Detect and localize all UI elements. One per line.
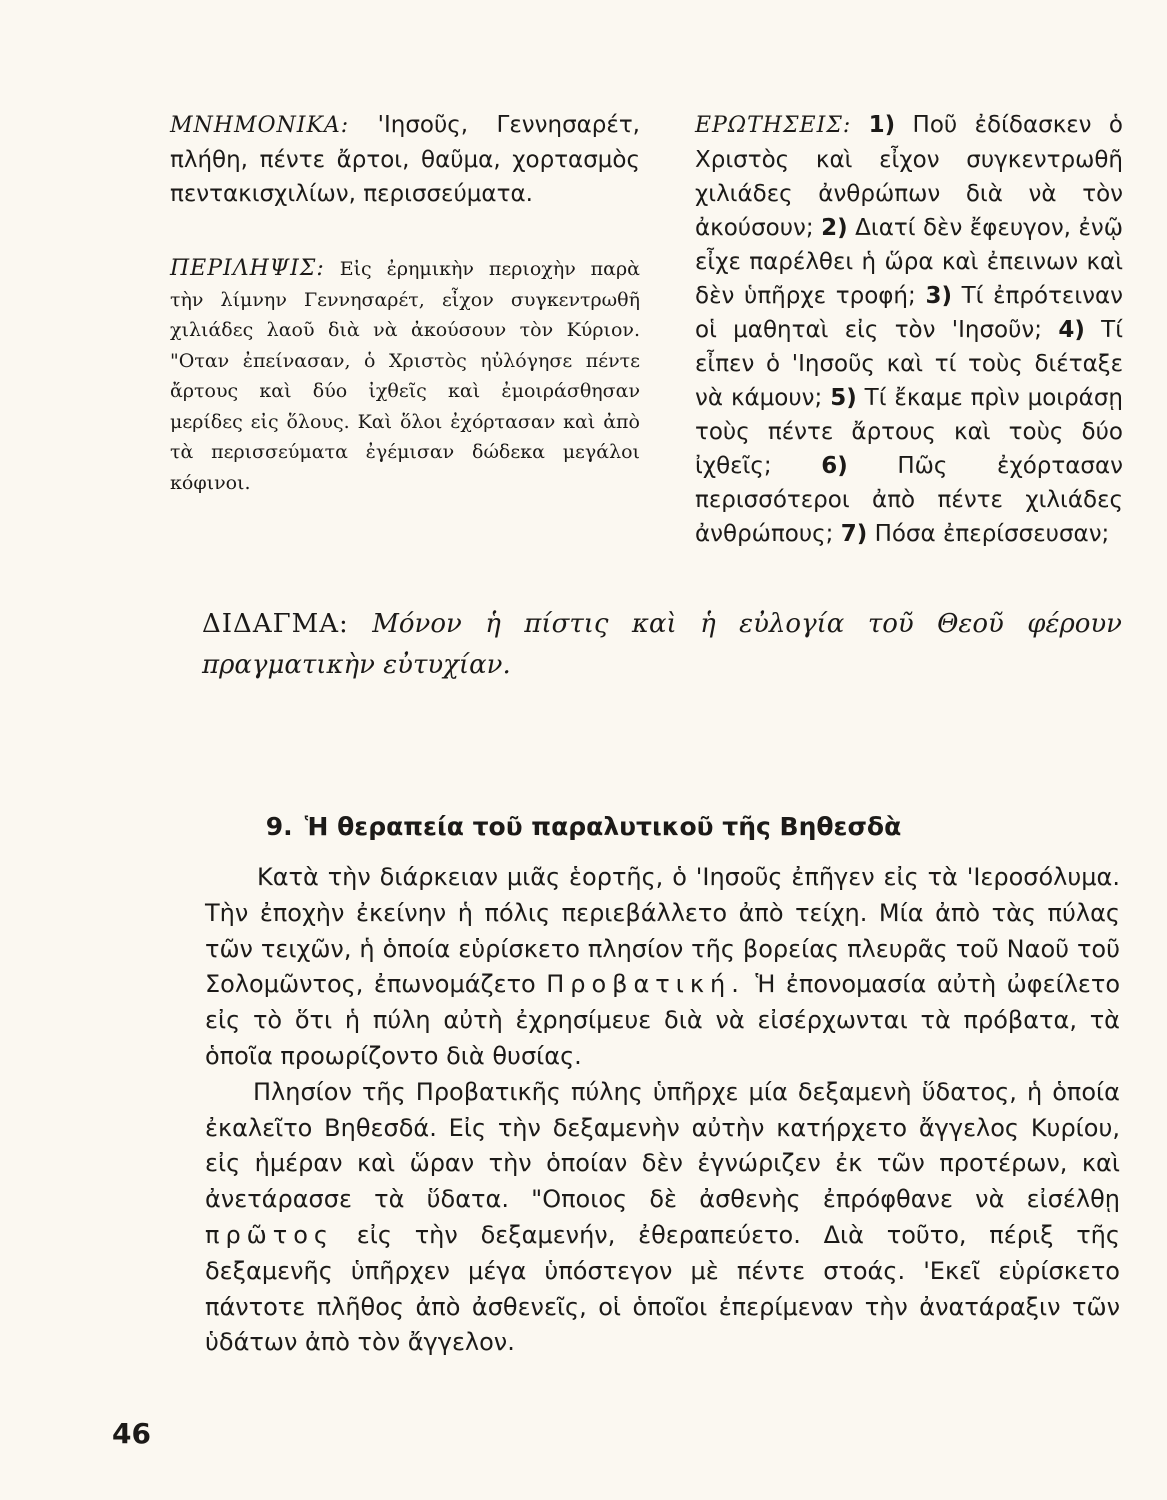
question-number: 2) bbox=[821, 215, 848, 241]
paragraph-text: Πλησίον τῆς Προβατικῆς πύλης ὑπῆρχε μία δεξαμενὴ ὕδατος, ἡ ὁποία ἐκαλεῖτο Βηθεσδά. Εἰς τὴν δεξαμενὴν αὐτὴν κατήρχετο ἄγγελος Κυρίου, εἰς ἡμέραν καὶ ὥραν τὴν ὁποίαν δὲν ἐγνώριζεν ἐκ τῶν προτέρων, καὶ ἀνετάρασσε τὰ ὕδατα. "Οποιος δὲ ἀσθενὴς ἐπρόφθανε νὰ εἰσέλθῃ bbox=[205, 1077, 1120, 1214]
didagma-text: Μόνον ἡ πίστις καὶ ἡ εὐλογία τοῦ Θεοῦ φέρουν πραγματικὴν εὐτυχίαν. bbox=[202, 609, 1122, 680]
paragraph-text: Ἡ ἐπονομασία αὐτὴ ὠφείλετο εἰς τὸ ὅτι ἡ πύλη αὐτὴ ἐχρησίμευε διὰ νὰ εἰσέρχωνται τὰ πρόβατα, τὰ ὁποῖα προωρίζοντο διὰ θυσίας. bbox=[205, 970, 1121, 1070]
page-number: 46 bbox=[112, 1417, 151, 1450]
spaced-word: Προβατική. bbox=[546, 970, 745, 999]
question-text: Πῶς ἐχόρτασαν περισσότεροι ἀπὸ πέντε χιλιάδες ἀνθρώπους; bbox=[695, 453, 1123, 547]
questions-block bbox=[695, 108, 1123, 551]
question-text: Τί ἔκαμε πρὶν μοιράσῃ τοὺς πέντε ἄρτους καὶ τοὺς δύο ἰχθεῖς; bbox=[695, 385, 1123, 479]
perilipsis-text: Εἰς ἐρημικὴν περιοχὴν παρὰ τὴν λίμνην Γεννησαρέτ, εἶχον συγκεντρωθῆ χιλιάδες λαοῦ διὰ νὰ ἀκούσουν τὸν Κύριον. "Οταν ἐπείνασαν, ὁ Χριστὸς ηὐλόγησε πέντε ἄρτους καὶ δύο ἰχθεῖς καὶ ἐμοιράσθησαν μερίδες εἰς ὅλους. Καὶ ὅλοι ἐχόρτασαν καὶ ἀπὸ τὰ περισσεύματα ἐγέμισαν δώδεκα μεγάλοι κόφινοι. bbox=[170, 258, 641, 494]
question-text: Πόσα ἐπερίσσευσαν; bbox=[874, 521, 1110, 547]
question-text: Ποῦ ἐδίδασκεν ὁ Χριστὸς καὶ εἶχον συγκεντρωθῆ χιλιάδες ἀνθρώπων διὰ νὰ τὸν ἀκούσουν; bbox=[695, 112, 1123, 241]
body-text bbox=[205, 860, 1120, 1361]
section-heading bbox=[0, 812, 1167, 841]
section-number: 9. bbox=[265, 812, 293, 841]
didagma-block bbox=[202, 604, 1122, 686]
mnemonika-text: 'Ιησοῦς, Γεννησαρέτ, πλήθη, πέντε ἄρτοι, θαῦμα, χορτασμὸς πεντακισχιλίων, περισσεύματα. bbox=[170, 112, 640, 207]
right-column bbox=[695, 108, 1123, 551]
perilipsis-block bbox=[170, 254, 640, 498]
question-text: Τί εἶπεν ὁ 'Ιησοῦς καὶ τί τοὺς διέταξε νὰ κάμουν; bbox=[695, 317, 1124, 411]
perilipsis-label: ΠΕΡΙΛΗΨΙΣ: bbox=[170, 256, 325, 281]
questions-label: ΕΡΩΤΗΣΕΙΣ: bbox=[695, 113, 852, 138]
paragraph-1 bbox=[205, 860, 1120, 1075]
question-number: 7) bbox=[840, 521, 868, 547]
question-number: 6) bbox=[821, 453, 848, 479]
paragraph-text: Κατὰ τὴν διάρκειαν μιᾶς ἑορτῆς, ὁ 'Ιησοῦς ἐπῆγεν εἰς τὰ 'Ιεροσόλυμα. Τὴν ἐποχὴν ἐκείνην ἡ πόλις περιεβάλλετο ἀπὸ τείχη. Μία ἀπὸ τὰς πύλας τῶν τειχῶν, ἡ ὁποία εὑρίσκετο πλησίον τῆς βορείας πλευρᾶς τοῦ Ναοῦ τοῦ Σολομῶντος, ἐπωνομάζετο bbox=[205, 863, 1120, 999]
question-text: Διατί δὲν ἔφευγον, ἐνῷ εἶχε παρέλθει ἡ ὥρα καὶ ἐπεινων καὶ δὲν ὑπῆρχε τροφή; bbox=[695, 215, 1124, 309]
question-text: Τί ἐπρότειναν οἱ μαθηταὶ εἰς τὸν 'Ιησοῦν; bbox=[695, 283, 1123, 343]
section-title-text: Ἡ θεραπεία τοῦ παραλυτικοῦ τῆς Βηθεσδὰ bbox=[304, 812, 902, 841]
didagma-label: ΔΙΔΑΓΜΑ: bbox=[202, 609, 349, 639]
question-number: 1) bbox=[868, 112, 896, 138]
mnemonika-label: ΜΝΗΜΟΝΙΚΑ: bbox=[170, 113, 350, 138]
paragraph-text: εἰς τὴν δεξαμενήν, ἐθεραπεύετο. Διὰ τοῦτο, πέριξ τῆς δεξαμενῆς ὑπῆρχεν μέγα ὑπόστεγον μὲ πέντε στοάς. 'Εκεῖ εὑρίσκετο πάντοτε πλῆθος ἀπὸ ἀσθενεῖς, οἱ ὁποῖοι ἐπερίμεναν τὴν ἀνατάραξιν τῶν ὑδάτων ἀπὸ τὸν ἄγγελον. bbox=[205, 1220, 1120, 1357]
question-number: 3) bbox=[925, 283, 952, 309]
spaced-word: πρῶτος bbox=[205, 1220, 334, 1249]
paragraph-2 bbox=[205, 1075, 1120, 1361]
question-number: 5) bbox=[830, 385, 857, 411]
mnemonika-block bbox=[170, 108, 640, 211]
question-number: 4) bbox=[1058, 317, 1085, 343]
left-column bbox=[170, 108, 640, 498]
